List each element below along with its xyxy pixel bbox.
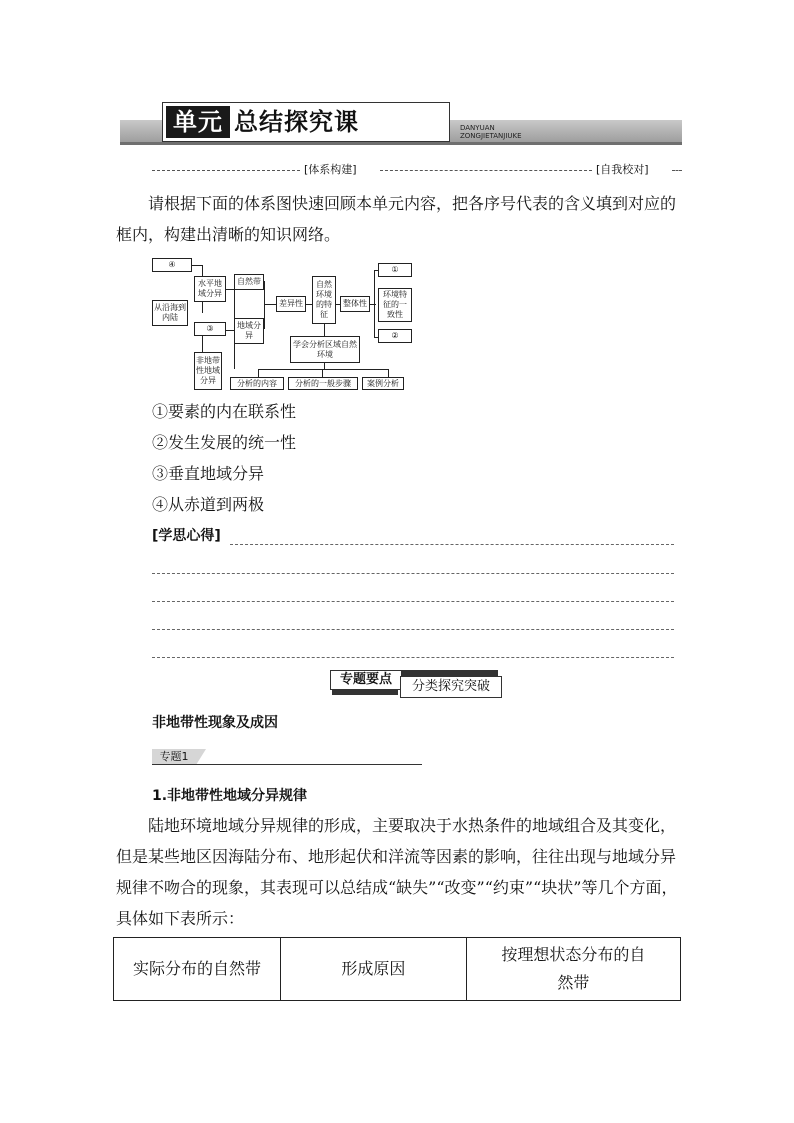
box-integrity: 整体性 bbox=[340, 296, 370, 312]
notes-line bbox=[152, 629, 674, 630]
connector bbox=[374, 270, 375, 338]
box-horizontal-differentiation: 水平地域分异 bbox=[194, 276, 226, 302]
tag-self-check: [自我校对] bbox=[596, 163, 649, 176]
box-learn-analysis: 学会分析区域自然环境 bbox=[290, 336, 360, 363]
box-4: ④ bbox=[152, 258, 192, 272]
answer-3: ③垂直地域分异 bbox=[152, 464, 265, 483]
badge-left: 专题要点 bbox=[330, 670, 402, 690]
answer-2: ②发生发展的统一性 bbox=[152, 433, 297, 452]
topic-tab-label: 专题1 bbox=[152, 749, 196, 765]
box-nonzonal: 非地带性地域分异 bbox=[194, 352, 222, 390]
rule-dash-mid bbox=[380, 170, 592, 171]
box-2: ② bbox=[378, 329, 412, 343]
connector bbox=[226, 330, 234, 331]
rule-dash-left bbox=[152, 170, 300, 171]
connector bbox=[324, 324, 325, 336]
tag-system-build: [体系构建] bbox=[304, 163, 357, 176]
connector bbox=[258, 369, 259, 377]
notes-line bbox=[152, 573, 674, 574]
connector bbox=[370, 304, 376, 305]
banner-title-dark: 单元 bbox=[166, 106, 230, 138]
comparison-table bbox=[113, 937, 681, 1001]
box-consistency: 环境特征的一致性 bbox=[378, 288, 412, 322]
topic-tab bbox=[152, 749, 422, 765]
connector bbox=[264, 281, 265, 329]
box-environment-characteristics: 自然环境的特征 bbox=[312, 276, 336, 324]
box-natural-zone: 自然带 bbox=[234, 274, 264, 290]
banner-shadow bbox=[120, 142, 682, 145]
box-analysis-content: 分析的内容 bbox=[230, 377, 284, 390]
banner-title-light: 总结探究课 bbox=[234, 108, 359, 136]
section-badge bbox=[330, 670, 500, 698]
connector bbox=[258, 369, 388, 370]
connector bbox=[322, 369, 323, 377]
rule-dash-right bbox=[672, 170, 682, 171]
badge-right: 分类探究突破 bbox=[400, 676, 502, 698]
box-3: ③ bbox=[194, 322, 226, 336]
pinyin-line-1: DANYUAN bbox=[460, 124, 495, 132]
notes-line bbox=[152, 657, 674, 658]
box-difference: 差异性 bbox=[276, 296, 306, 312]
answer-4: ④从赤道到两极 bbox=[152, 495, 265, 514]
notes-line bbox=[152, 601, 674, 602]
table-header-actual: 实际分布的自然带 bbox=[114, 938, 281, 1001]
box-case-analysis: 案例分析 bbox=[362, 377, 404, 390]
sub-heading: 1.非地带性地域分异规律 bbox=[152, 788, 308, 804]
connector bbox=[264, 304, 276, 305]
body-paragraph: 陆地环境地域分异规律的形成，主要取决于水热条件的地域组合及其变化，但是某些地区因海陆分布、地形起伏和洋流等因素的影响，往往出现与地域分异规律不吻合的现象，其表现可以总结成“缺失”“改变”“约束”“块状”等几个方面，具体如下表所示： bbox=[116, 816, 678, 928]
unit-banner bbox=[120, 102, 682, 144]
topic-tab-rule bbox=[152, 764, 422, 765]
table-header-cause: 形成原因 bbox=[280, 938, 466, 1001]
section-rule bbox=[152, 162, 682, 178]
answer-1: ①要素的内在联系性 bbox=[152, 402, 297, 421]
box-1: ① bbox=[378, 263, 412, 277]
concept-diagram bbox=[152, 256, 412, 392]
box-regional-difference: 地域分异 bbox=[234, 318, 264, 344]
table-header-row bbox=[114, 938, 681, 1001]
table-header-ideal: 按理想状态分布的自然带 bbox=[466, 938, 680, 1001]
box-coast-to-inland: 从沿海到内陆 bbox=[152, 300, 188, 326]
notes-label: [学思心得] bbox=[152, 528, 221, 544]
intro-paragraph: 请根据下面的体系图快速回顾本单元内容，把各序号代表的含义填到对应的框内，构建出清晰的知识网络。 bbox=[116, 194, 677, 244]
pinyin-line-2: ZONGJIETANJIUKE bbox=[460, 132, 522, 140]
connector bbox=[192, 265, 202, 266]
notes-line bbox=[230, 544, 674, 545]
banner-pinyin bbox=[460, 124, 522, 140]
topic-title: 非地带性现象及成因 bbox=[152, 715, 278, 731]
box-analysis-steps: 分析的一般步骤 bbox=[288, 377, 358, 390]
connector bbox=[388, 369, 389, 377]
